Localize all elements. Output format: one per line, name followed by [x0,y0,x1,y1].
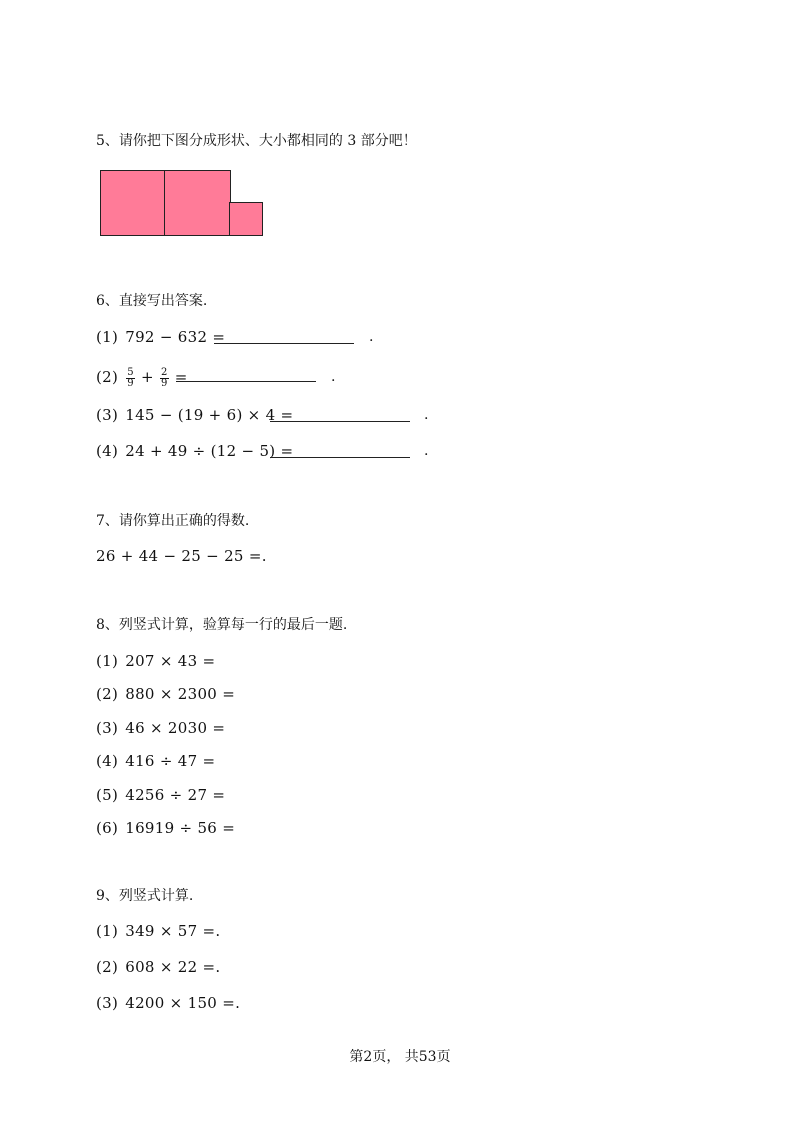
q8-item-2 [96,684,235,704]
q8-item-1 [96,651,215,671]
item-prefix: (3) [96,719,119,737]
item-prefix: (4) [96,752,119,770]
q8-item-5 [96,785,225,805]
q6-answer-blank-4[interactable] [270,457,410,458]
fraction-2 [160,368,169,389]
item-expression: 16919 ÷ 56 = [125,819,236,837]
item-expression: 416 ÷ 47 = [125,752,216,770]
item-prefix: (6) [96,819,119,837]
item-expression: 207 × 43 = [125,652,216,670]
q6-period-2: . [331,369,336,385]
item-expression: 880 × 2300 = [125,685,236,703]
q6-item-4 [96,441,293,461]
q6-period-3: . [424,407,429,423]
item-expression: 4256 ÷ 27 = [125,786,226,804]
item-prefix: (1) [96,328,119,346]
item-prefix: (3) [96,406,119,424]
q6-period-4: . [424,443,429,459]
q8-heading: 8、列竖式计算，验算每一行的最后一题. [96,617,348,633]
q8-item-6 [96,818,235,838]
item-expression: 792 − 632 = [125,328,226,346]
page-footer: 第2页， 共53页 [349,1049,451,1065]
q7-heading: 7、请你算出正确的得数. [96,513,250,529]
q6-heading: 6、直接写出答案. [96,293,208,309]
q9-item-2 [96,957,220,977]
q6-item-2 [96,367,188,389]
item-prefix: (2) [96,958,119,976]
q6-period-1: . [369,329,374,345]
q8-item-4 [96,751,215,771]
item-prefix: (2) [96,368,119,386]
item-prefix: (1) [96,922,119,940]
fraction-numerator: 2 [160,366,168,378]
q6-item-3 [96,405,293,425]
q6-item-1 [96,327,225,347]
item-prefix: (4) [96,442,119,460]
q9-item-1 [96,921,220,941]
q8-item-3 [96,718,225,738]
q9-item-3 [96,993,240,1013]
item-prefix: (5) [96,786,119,804]
item-expression: 349 × 57 =. [125,922,221,940]
equals-sign: = [174,368,188,386]
item-prefix: (2) [96,685,119,703]
q6-answer-blank-2[interactable] [176,381,316,382]
item-expression: 145 − (19 + 6) × 4 = [125,406,294,424]
item-prefix: (1) [96,652,119,670]
q9-heading: 9、列竖式计算. [96,888,194,904]
fraction-1 [126,368,135,389]
fraction-denominator: 9 [127,377,134,389]
fraction-numerator: 5 [127,366,134,378]
q7-expression: 26 + 44 − 25 − 25 =. [96,547,267,565]
plus-operator: + [140,368,154,386]
q6-answer-blank-3[interactable] [270,421,410,422]
item-expression: 4200 × 150 =. [125,994,241,1012]
shape-square-small [229,202,263,236]
q5-heading: 5、请你把下图分成形状、大小都相同的 3 部分吧！ [96,133,417,149]
item-expression: 46 × 2030 = [125,719,226,737]
fraction-denominator: 9 [160,377,168,389]
shape-square-2 [164,170,231,236]
shape-square-1 [100,170,166,236]
q6-answer-blank-1[interactable] [214,343,354,344]
item-expression: 24 + 49 ÷ (12 − 5) = [125,442,294,460]
item-prefix: (3) [96,994,119,1012]
item-expression: 608 × 22 =. [125,958,221,976]
